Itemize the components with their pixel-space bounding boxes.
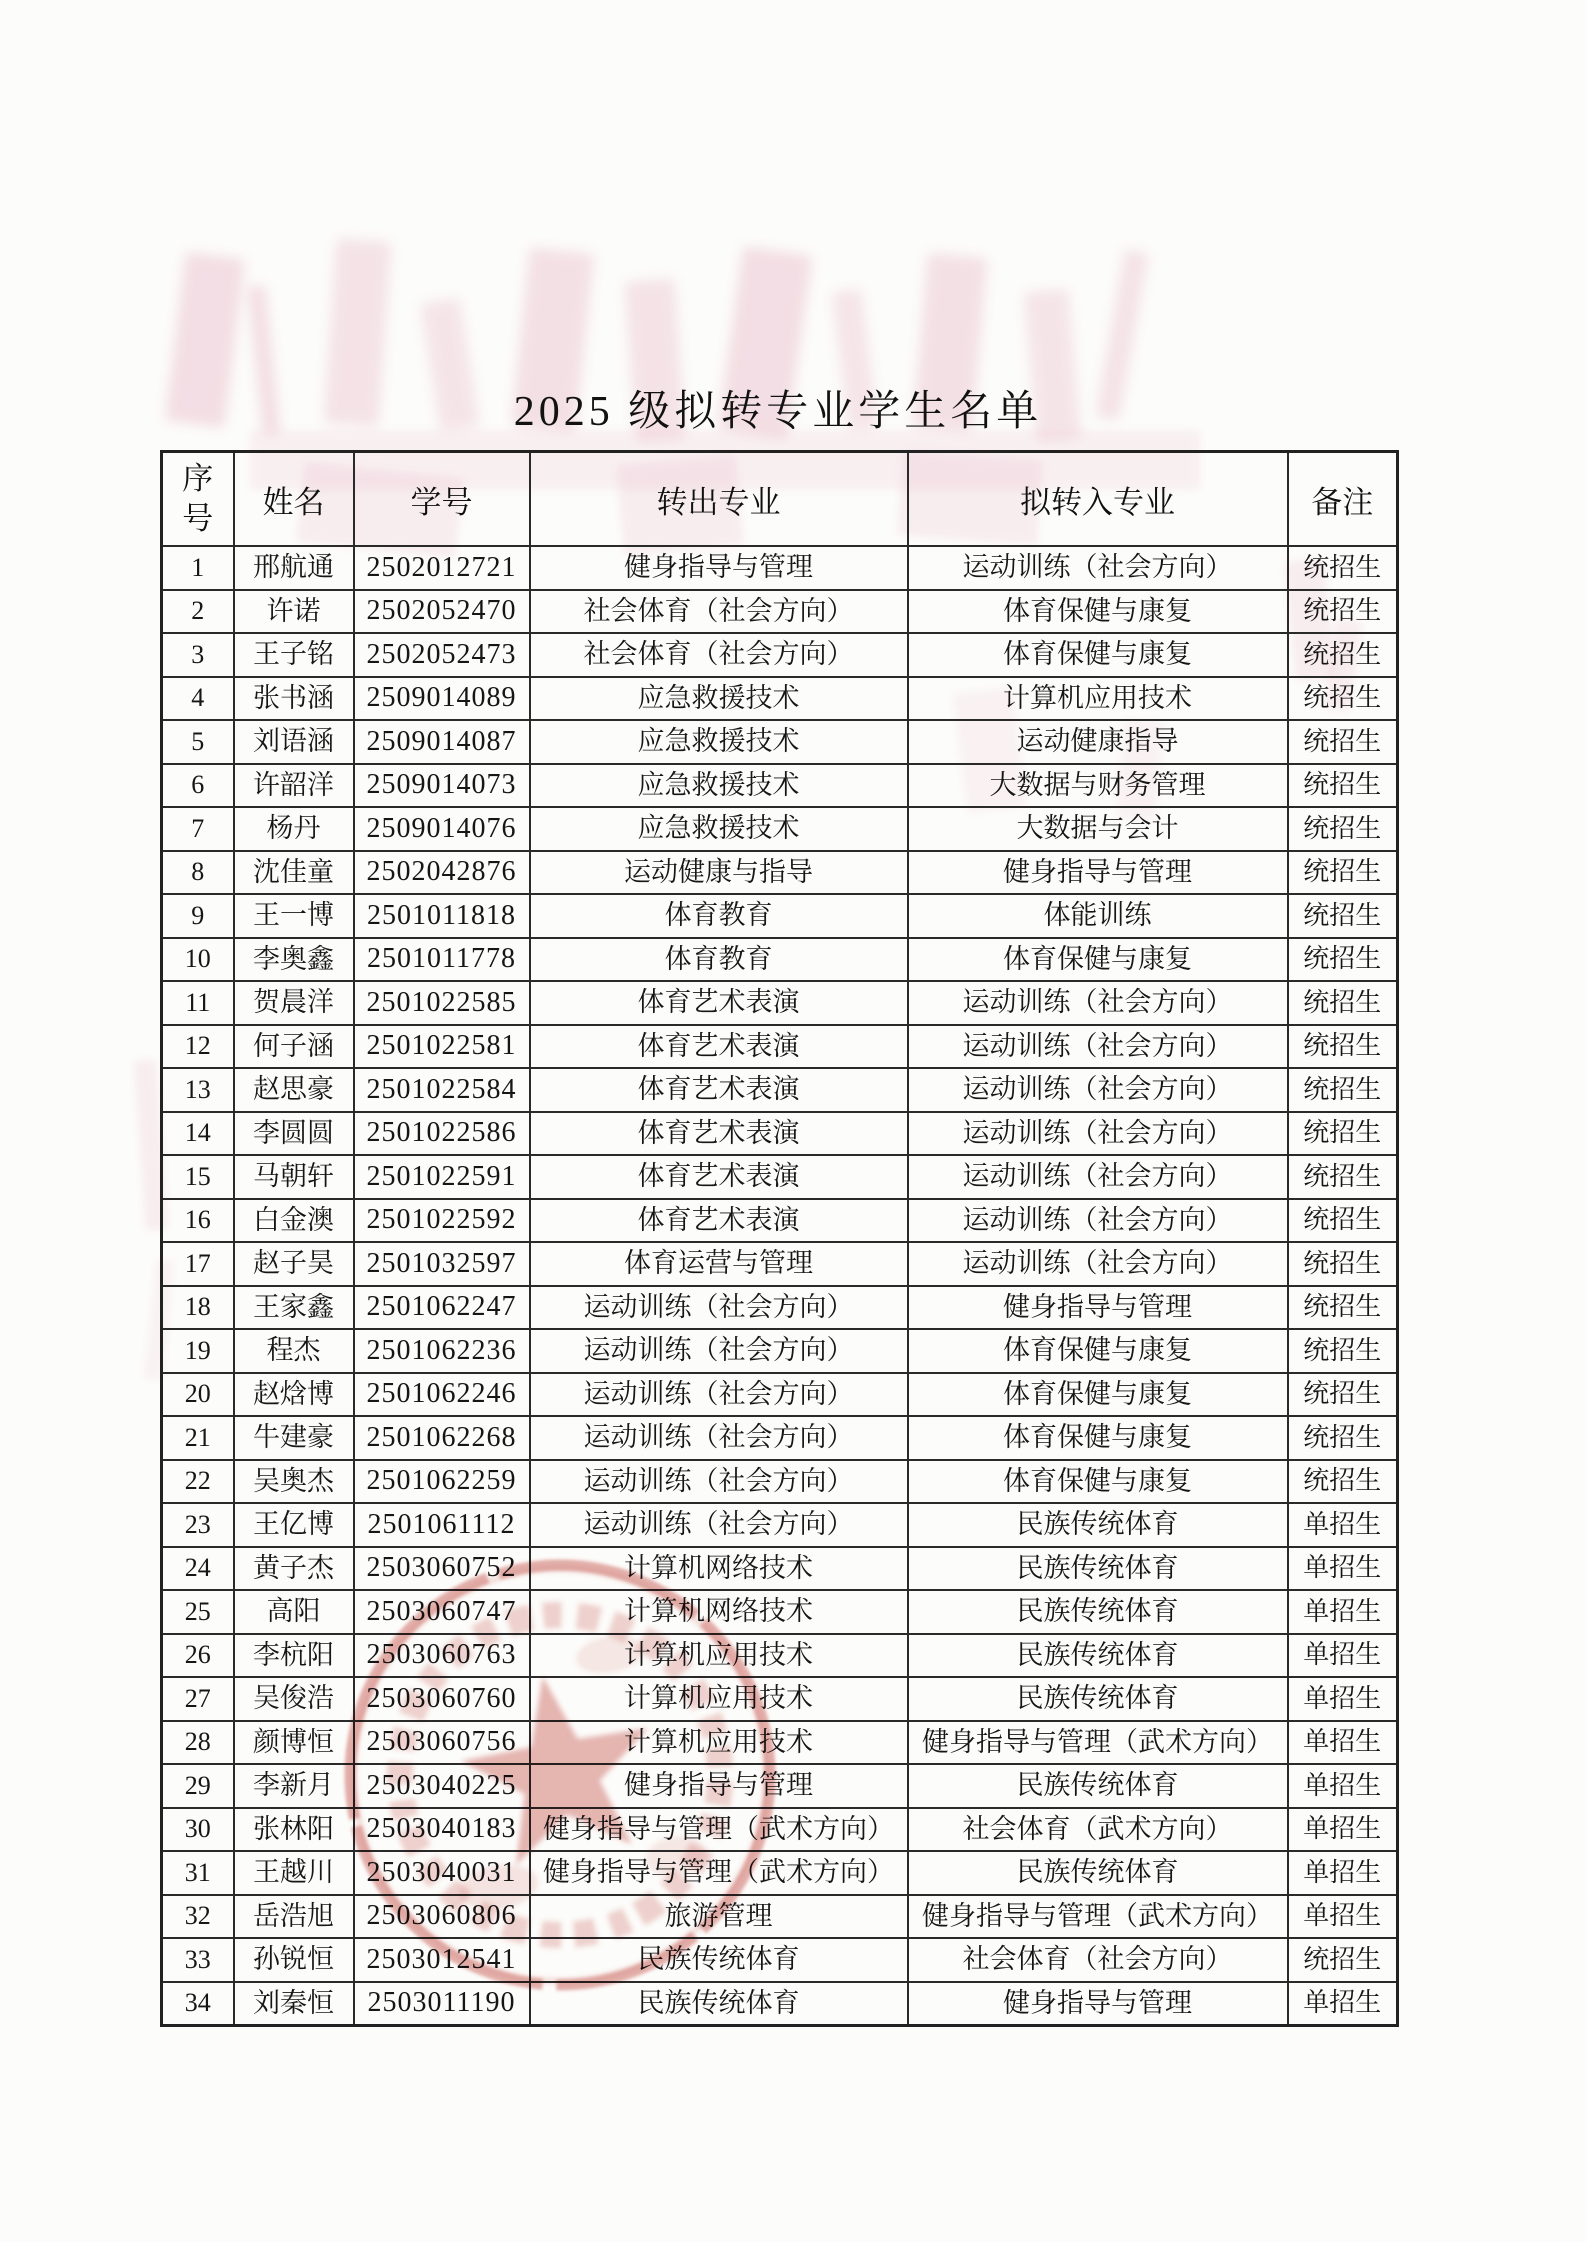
cell-note: 单招生	[1288, 1982, 1398, 2026]
cell-name: 岳浩旭	[234, 1895, 354, 1939]
cell-from-major: 运动训练（社会方向）	[530, 1329, 908, 1373]
cell-note: 单招生	[1288, 1895, 1398, 1939]
table-header	[162, 452, 1398, 547]
table-row	[162, 1068, 1398, 1112]
cell-from-major: 民族传统体育	[530, 1982, 908, 2026]
cell-name: 张书涵	[234, 677, 354, 721]
table-row	[162, 633, 1398, 677]
cell-to-major: 健身指导与管理	[908, 851, 1288, 895]
cell-index: 28	[162, 1721, 234, 1765]
cell-from-major: 体育艺术表演	[530, 1199, 908, 1243]
cell-to-major: 民族传统体育	[908, 1677, 1288, 1721]
table-row	[162, 1025, 1398, 1069]
cell-index: 15	[162, 1155, 234, 1199]
cell-student-id: 2501022591	[354, 1155, 530, 1199]
cell-to-major: 民族传统体育	[908, 1634, 1288, 1678]
cell-note: 统招生	[1288, 1155, 1398, 1199]
cell-index: 33	[162, 1938, 234, 1982]
cell-note: 统招生	[1288, 1460, 1398, 1504]
cell-from-major: 应急救援技术	[530, 677, 908, 721]
cell-index: 14	[162, 1112, 234, 1156]
cell-index: 11	[162, 981, 234, 1025]
cell-note: 统招生	[1288, 720, 1398, 764]
cell-index: 10	[162, 938, 234, 982]
cell-to-major: 体能训练	[908, 894, 1288, 938]
table-row	[162, 1634, 1398, 1678]
cell-name: 许诺	[234, 590, 354, 634]
cell-note: 统招生	[1288, 851, 1398, 895]
table-row	[162, 1242, 1398, 1286]
cell-note: 统招生	[1288, 1938, 1398, 1982]
cell-to-major: 运动训练（社会方向）	[908, 546, 1288, 590]
cell-index: 22	[162, 1460, 234, 1504]
cell-to-major: 健身指导与管理（武术方向）	[908, 1721, 1288, 1765]
cell-name: 赵思豪	[234, 1068, 354, 1112]
cell-from-major: 社会体育（社会方向）	[530, 633, 908, 677]
cell-note: 统招生	[1288, 764, 1398, 808]
table-body	[162, 546, 1398, 2026]
cell-to-major: 运动训练（社会方向）	[908, 1199, 1288, 1243]
table-row	[162, 894, 1398, 938]
cell-to-major: 民族传统体育	[908, 1503, 1288, 1547]
cell-index: 9	[162, 894, 234, 938]
cell-from-major: 应急救援技术	[530, 764, 908, 808]
cell-name: 王子铭	[234, 633, 354, 677]
cell-student-id: 2501022581	[354, 1025, 530, 1069]
table-row	[162, 851, 1398, 895]
cell-name: 王亿博	[234, 1503, 354, 1547]
cell-student-id: 2509014089	[354, 677, 530, 721]
cell-student-id: 2509014076	[354, 807, 530, 851]
cell-note: 统招生	[1288, 1112, 1398, 1156]
cell-student-id: 2501022592	[354, 1199, 530, 1243]
cell-to-major: 运动训练（社会方向）	[908, 1025, 1288, 1069]
cell-index: 30	[162, 1808, 234, 1852]
cell-to-major: 计算机应用技术	[908, 677, 1288, 721]
cell-index: 23	[162, 1503, 234, 1547]
cell-from-major: 运动训练（社会方向）	[530, 1373, 908, 1417]
cell-note: 统招生	[1288, 590, 1398, 634]
table-row	[162, 546, 1398, 590]
cell-to-major: 体育保健与康复	[908, 938, 1288, 982]
cell-to-major: 运动训练（社会方向）	[908, 981, 1288, 1025]
cell-to-major: 社会体育（武术方向）	[908, 1808, 1288, 1852]
cell-index: 31	[162, 1851, 234, 1895]
cell-student-id: 2502052473	[354, 633, 530, 677]
cell-name: 吴奥杰	[234, 1460, 354, 1504]
cell-to-major: 体育保健与康复	[908, 590, 1288, 634]
cell-index: 24	[162, 1547, 234, 1591]
header-index: 序号	[162, 452, 234, 547]
cell-index: 1	[162, 546, 234, 590]
cell-to-major: 大数据与财务管理	[908, 764, 1288, 808]
cell-from-major: 体育教育	[530, 938, 908, 982]
cell-student-id: 2502042876	[354, 851, 530, 895]
cell-name: 李奥鑫	[234, 938, 354, 982]
cell-name: 马朝轩	[234, 1155, 354, 1199]
cell-note: 单招生	[1288, 1677, 1398, 1721]
cell-student-id: 2503040031	[354, 1851, 530, 1895]
cell-note: 统招生	[1288, 894, 1398, 938]
cell-name: 白金澳	[234, 1199, 354, 1243]
cell-student-id: 2501022585	[354, 981, 530, 1025]
cell-to-major: 运动训练（社会方向）	[908, 1068, 1288, 1112]
header-from-major: 转出专业	[530, 452, 908, 547]
cell-index: 26	[162, 1634, 234, 1678]
cell-name: 王一博	[234, 894, 354, 938]
table-row	[162, 1982, 1398, 2026]
table-row	[162, 1460, 1398, 1504]
cell-name: 赵子昊	[234, 1242, 354, 1286]
cell-to-major: 民族传统体育	[908, 1764, 1288, 1808]
table-row	[162, 1721, 1398, 1765]
cell-to-major: 民族传统体育	[908, 1547, 1288, 1591]
cell-index: 34	[162, 1982, 234, 2026]
cell-note: 统招生	[1288, 1416, 1398, 1460]
cell-name: 高阳	[234, 1590, 354, 1634]
cell-index: 8	[162, 851, 234, 895]
cell-from-major: 健身指导与管理（武术方向）	[530, 1808, 908, 1852]
cell-student-id: 2503012541	[354, 1938, 530, 1982]
table-row	[162, 1199, 1398, 1243]
cell-name: 李圆圆	[234, 1112, 354, 1156]
cell-student-id: 2501062236	[354, 1329, 530, 1373]
student-transfer-table	[160, 450, 1399, 2027]
cell-from-major: 健身指导与管理	[530, 546, 908, 590]
cell-student-id: 2501011778	[354, 938, 530, 982]
header-student-id: 学号	[354, 452, 530, 547]
cell-to-major: 社会体育（社会方向）	[908, 1938, 1288, 1982]
table-row	[162, 1112, 1398, 1156]
cell-note: 单招生	[1288, 1590, 1398, 1634]
cell-note: 单招生	[1288, 1634, 1398, 1678]
cell-student-id: 2503060763	[354, 1634, 530, 1678]
cell-note: 单招生	[1288, 1503, 1398, 1547]
table-row	[162, 1764, 1398, 1808]
cell-name: 刘秦恒	[234, 1982, 354, 2026]
cell-from-major: 体育运营与管理	[530, 1242, 908, 1286]
cell-from-major: 旅游管理	[530, 1895, 908, 1939]
cell-note: 统招生	[1288, 1286, 1398, 1330]
cell-name: 何子涵	[234, 1025, 354, 1069]
table-row	[162, 1329, 1398, 1373]
cell-to-major: 运动健康指导	[908, 720, 1288, 764]
cell-name: 牛建豪	[234, 1416, 354, 1460]
cell-index: 5	[162, 720, 234, 764]
cell-name: 黄子杰	[234, 1547, 354, 1591]
cell-student-id: 2501062259	[354, 1460, 530, 1504]
cell-index: 3	[162, 633, 234, 677]
cell-index: 29	[162, 1764, 234, 1808]
cell-note: 统招生	[1288, 981, 1398, 1025]
cell-to-major: 体育保健与康复	[908, 1329, 1288, 1373]
cell-from-major: 运动健康与指导	[530, 851, 908, 895]
cell-index: 7	[162, 807, 234, 851]
header-to-major: 拟转入专业	[908, 452, 1288, 547]
table-row	[162, 1851, 1398, 1895]
table-row	[162, 1373, 1398, 1417]
cell-to-major: 体育保健与康复	[908, 633, 1288, 677]
cell-student-id: 2503040183	[354, 1808, 530, 1852]
cell-index: 17	[162, 1242, 234, 1286]
cell-from-major: 应急救援技术	[530, 720, 908, 764]
cell-student-id: 2501032597	[354, 1242, 530, 1286]
cell-index: 6	[162, 764, 234, 808]
cell-name: 杨丹	[234, 807, 354, 851]
cell-student-id: 2501062268	[354, 1416, 530, 1460]
cell-name: 许韶洋	[234, 764, 354, 808]
table-row	[162, 1895, 1398, 1939]
cell-note: 统招生	[1288, 677, 1398, 721]
cell-from-major: 社会体育（社会方向）	[530, 590, 908, 634]
table-row	[162, 1547, 1398, 1591]
cell-index: 18	[162, 1286, 234, 1330]
cell-to-major: 健身指导与管理	[908, 1286, 1288, 1330]
cell-from-major: 计算机应用技术	[530, 1721, 908, 1765]
cell-index: 13	[162, 1068, 234, 1112]
cell-note: 统招生	[1288, 1242, 1398, 1286]
table-row	[162, 1155, 1398, 1199]
table-row	[162, 981, 1398, 1025]
cell-name: 王家鑫	[234, 1286, 354, 1330]
table-row	[162, 720, 1398, 764]
table-row	[162, 1808, 1398, 1852]
cell-to-major: 健身指导与管理（武术方向）	[908, 1895, 1288, 1939]
cell-name: 赵焓博	[234, 1373, 354, 1417]
cell-from-major: 健身指导与管理	[530, 1764, 908, 1808]
cell-note: 单招生	[1288, 1764, 1398, 1808]
cell-to-major: 运动训练（社会方向）	[908, 1155, 1288, 1199]
header-name: 姓名	[234, 452, 354, 547]
table-row	[162, 1503, 1398, 1547]
cell-student-id: 2501022584	[354, 1068, 530, 1112]
cell-name: 张林阳	[234, 1808, 354, 1852]
cell-note: 单招生	[1288, 1851, 1398, 1895]
cell-note: 统招生	[1288, 1199, 1398, 1243]
cell-student-id: 2503060806	[354, 1895, 530, 1939]
cell-student-id: 2502052470	[354, 590, 530, 634]
table-row	[162, 1590, 1398, 1634]
cell-name: 沈佳童	[234, 851, 354, 895]
cell-to-major: 体育保健与康复	[908, 1416, 1288, 1460]
cell-from-major: 体育艺术表演	[530, 1112, 908, 1156]
table-row	[162, 677, 1398, 721]
cell-from-major: 民族传统体育	[530, 1938, 908, 1982]
cell-to-major: 运动训练（社会方向）	[908, 1112, 1288, 1156]
cell-student-id: 2503011190	[354, 1982, 530, 2026]
cell-note: 单招生	[1288, 1808, 1398, 1852]
cell-from-major: 应急救援技术	[530, 807, 908, 851]
cell-from-major: 体育艺术表演	[530, 1155, 908, 1199]
cell-note: 单招生	[1288, 1721, 1398, 1765]
cell-note: 统招生	[1288, 1329, 1398, 1373]
table-row	[162, 764, 1398, 808]
cell-from-major: 运动训练（社会方向）	[530, 1460, 908, 1504]
cell-note: 统招生	[1288, 633, 1398, 677]
cell-to-major: 大数据与会计	[908, 807, 1288, 851]
cell-from-major: 运动训练（社会方向）	[530, 1286, 908, 1330]
cell-name: 李杭阳	[234, 1634, 354, 1678]
cell-student-id: 2503060747	[354, 1590, 530, 1634]
table-row	[162, 807, 1398, 851]
cell-to-major: 民族传统体育	[908, 1590, 1288, 1634]
cell-student-id: 2503060752	[354, 1547, 530, 1591]
cell-index: 4	[162, 677, 234, 721]
cell-name: 颜博恒	[234, 1721, 354, 1765]
cell-name: 李新月	[234, 1764, 354, 1808]
cell-name: 邢航通	[234, 546, 354, 590]
cell-to-major: 健身指导与管理	[908, 1982, 1288, 2026]
cell-from-major: 运动训练（社会方向）	[530, 1503, 908, 1547]
cell-to-major: 民族传统体育	[908, 1851, 1288, 1895]
cell-index: 25	[162, 1590, 234, 1634]
cell-student-id: 2501011818	[354, 894, 530, 938]
cell-student-id: 2503060760	[354, 1677, 530, 1721]
cell-student-id: 2502012721	[354, 546, 530, 590]
cell-index: 27	[162, 1677, 234, 1721]
cell-note: 统招生	[1288, 546, 1398, 590]
cell-from-major: 运动训练（社会方向）	[530, 1416, 908, 1460]
cell-note: 统招生	[1288, 807, 1398, 851]
cell-from-major: 体育教育	[530, 894, 908, 938]
cell-note: 统招生	[1288, 938, 1398, 982]
cell-index: 2	[162, 590, 234, 634]
table-row	[162, 1677, 1398, 1721]
cell-to-major: 运动训练（社会方向）	[908, 1242, 1288, 1286]
cell-note: 统招生	[1288, 1025, 1398, 1069]
cell-from-major: 计算机应用技术	[530, 1634, 908, 1678]
cell-student-id: 2501062247	[354, 1286, 530, 1330]
cell-index: 16	[162, 1199, 234, 1243]
cell-name: 贺晨洋	[234, 981, 354, 1025]
cell-to-major: 体育保健与康复	[908, 1373, 1288, 1417]
table-header-row	[162, 452, 1398, 547]
cell-from-major: 计算机网络技术	[530, 1590, 908, 1634]
cell-index: 32	[162, 1895, 234, 1939]
table-row	[162, 590, 1398, 634]
cell-student-id: 2503040225	[354, 1764, 530, 1808]
cell-index: 21	[162, 1416, 234, 1460]
cell-name: 孙锐恒	[234, 1938, 354, 1982]
cell-student-id: 2509014073	[354, 764, 530, 808]
cell-note: 统招生	[1288, 1068, 1398, 1112]
cell-index: 12	[162, 1025, 234, 1069]
cell-from-major: 计算机应用技术	[530, 1677, 908, 1721]
cell-from-major: 体育艺术表演	[530, 1068, 908, 1112]
cell-from-major: 体育艺术表演	[530, 981, 908, 1025]
cell-student-id: 2501061112	[354, 1503, 530, 1547]
cell-note: 单招生	[1288, 1547, 1398, 1591]
table-row	[162, 1286, 1398, 1330]
cell-name: 刘语涵	[234, 720, 354, 764]
cell-note: 统招生	[1288, 1373, 1398, 1417]
header-note: 备注	[1288, 452, 1398, 547]
cell-student-id: 2503060756	[354, 1721, 530, 1765]
cell-index: 19	[162, 1329, 234, 1373]
cell-from-major: 计算机网络技术	[530, 1547, 908, 1591]
cell-student-id: 2509014087	[354, 720, 530, 764]
document-title: 2025 级拟转专业学生名单	[513, 389, 1043, 435]
table-row	[162, 1938, 1398, 1982]
cell-name: 吴俊浩	[234, 1677, 354, 1721]
table-row	[162, 938, 1398, 982]
cell-from-major: 体育艺术表演	[530, 1025, 908, 1069]
cell-name: 王越川	[234, 1851, 354, 1895]
cell-student-id: 2501022586	[354, 1112, 530, 1156]
cell-student-id: 2501062246	[354, 1373, 530, 1417]
cell-name: 程杰	[234, 1329, 354, 1373]
table-row	[162, 1416, 1398, 1460]
cell-from-major: 健身指导与管理（武术方向）	[530, 1851, 908, 1895]
cell-index: 20	[162, 1373, 234, 1417]
cell-to-major: 体育保健与康复	[908, 1460, 1288, 1504]
